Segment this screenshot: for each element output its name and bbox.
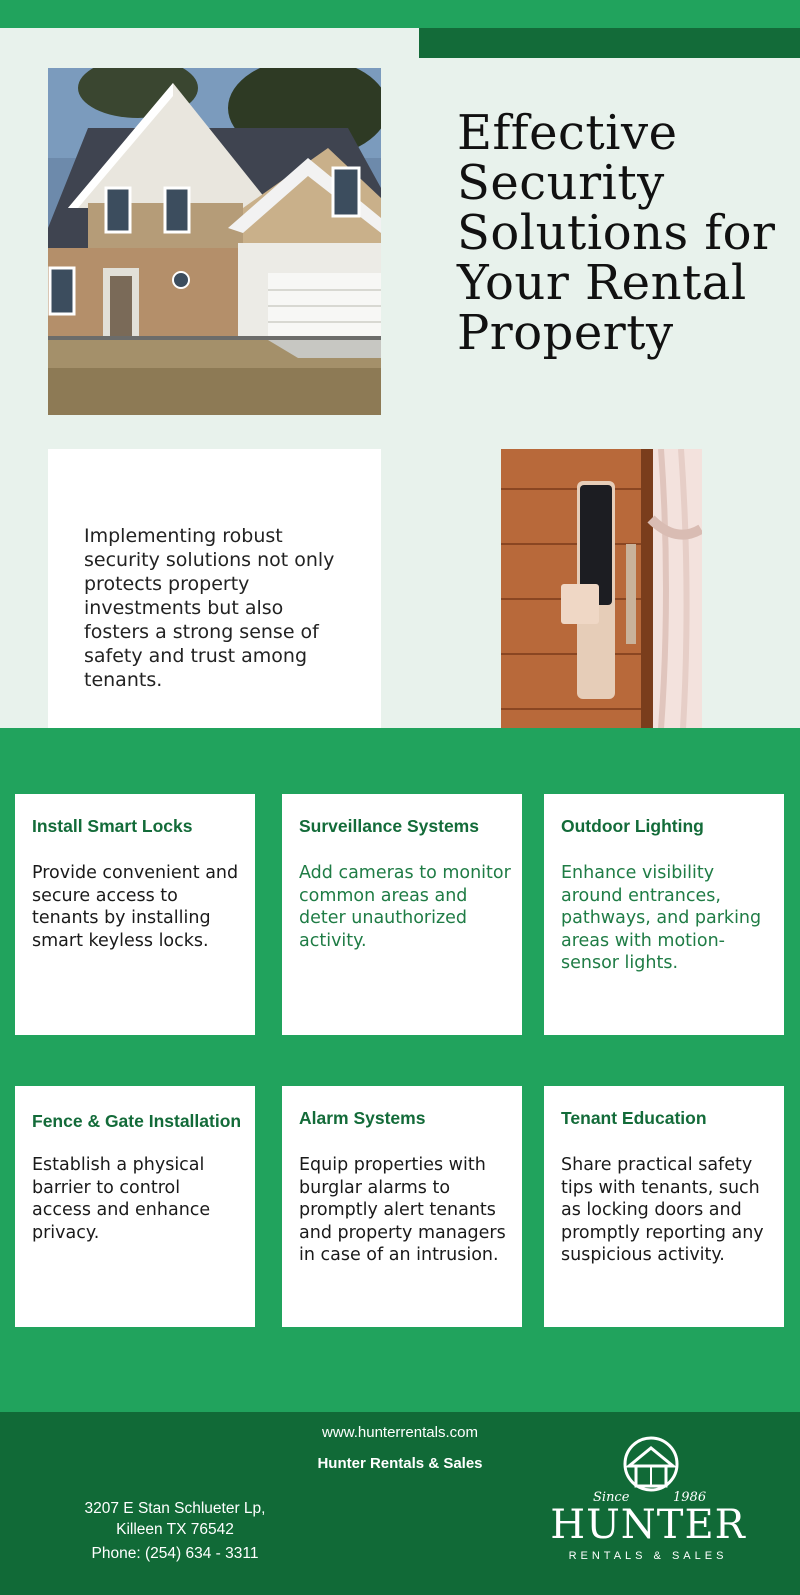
address-line-1: 3207 E Stan Schlueter Lp, [84,1500,266,1517]
feature-card-surveillance [282,794,522,1035]
feature-card-alarm [282,1086,522,1327]
feature-card-smart-locks [15,794,255,1035]
page-title: Effective Security Solutions for Your Rental Property [457,105,776,361]
footer [0,1412,800,1595]
footer-website-link[interactable]: www.hunterrentals.com [322,1424,478,1441]
top-strip [0,0,800,28]
feature-body: Add cameras to monitor common areas and deter unauthorized activity. [299,863,511,951]
footer-company-name: Hunter Rentals & Sales [317,1455,483,1472]
hunter-logo [548,1436,748,1586]
feature-body: Equip properties with burglar alarms to promptly alert tenants and property managers in case of an intrusion. [299,1155,506,1265]
feature-title: Surveillance Systems [299,816,479,836]
house-logo-icon [548,1436,748,1506]
intro-card [48,449,381,729]
feature-title: Fence & Gate Installation [32,1111,242,1131]
feature-body: Provide convenient and secure access to tenants by installing smart keyless locks. [32,863,239,951]
logo-since: Since [593,1490,630,1505]
house-photo [48,68,381,415]
intro-text: Implementing robust security solutions not only protects property investments but also fosters a strong sense of safety and trust among tenants. [84,525,335,691]
feature-card-tenant-education [544,1086,784,1327]
hero-accent-bar [419,28,800,58]
feature-body: Share practical safety tips with tenants, such as locking doors and promptly reporting any suspicious activity. [561,1155,764,1265]
footer-address [60,1498,290,1540]
feature-title: Alarm Systems [299,1108,426,1128]
feature-title: Outdoor Lighting [561,816,704,836]
feature-title: Install Smart Locks [32,816,193,836]
smart-lock-photo [501,449,702,729]
address-line-2: Killeen TX 76542 [116,1521,234,1538]
feature-title: Tenant Education [561,1108,707,1128]
feature-card-lighting [544,794,784,1035]
feature-card-fence [15,1086,255,1327]
logo-year: 1986 [673,1490,707,1505]
feature-body: Enhance visibility around entrances, pathways, and parking areas with motion-sensor lights. [561,863,762,973]
feature-body: Establish a physical barrier to control access and enhance privacy. [32,1155,211,1243]
footer-phone: Phone: (254) 634 - 3311 [91,1545,259,1562]
logo-tagline: RENTALS & SALES [568,1550,728,1562]
logo-name: HUNTER [550,1502,746,1548]
